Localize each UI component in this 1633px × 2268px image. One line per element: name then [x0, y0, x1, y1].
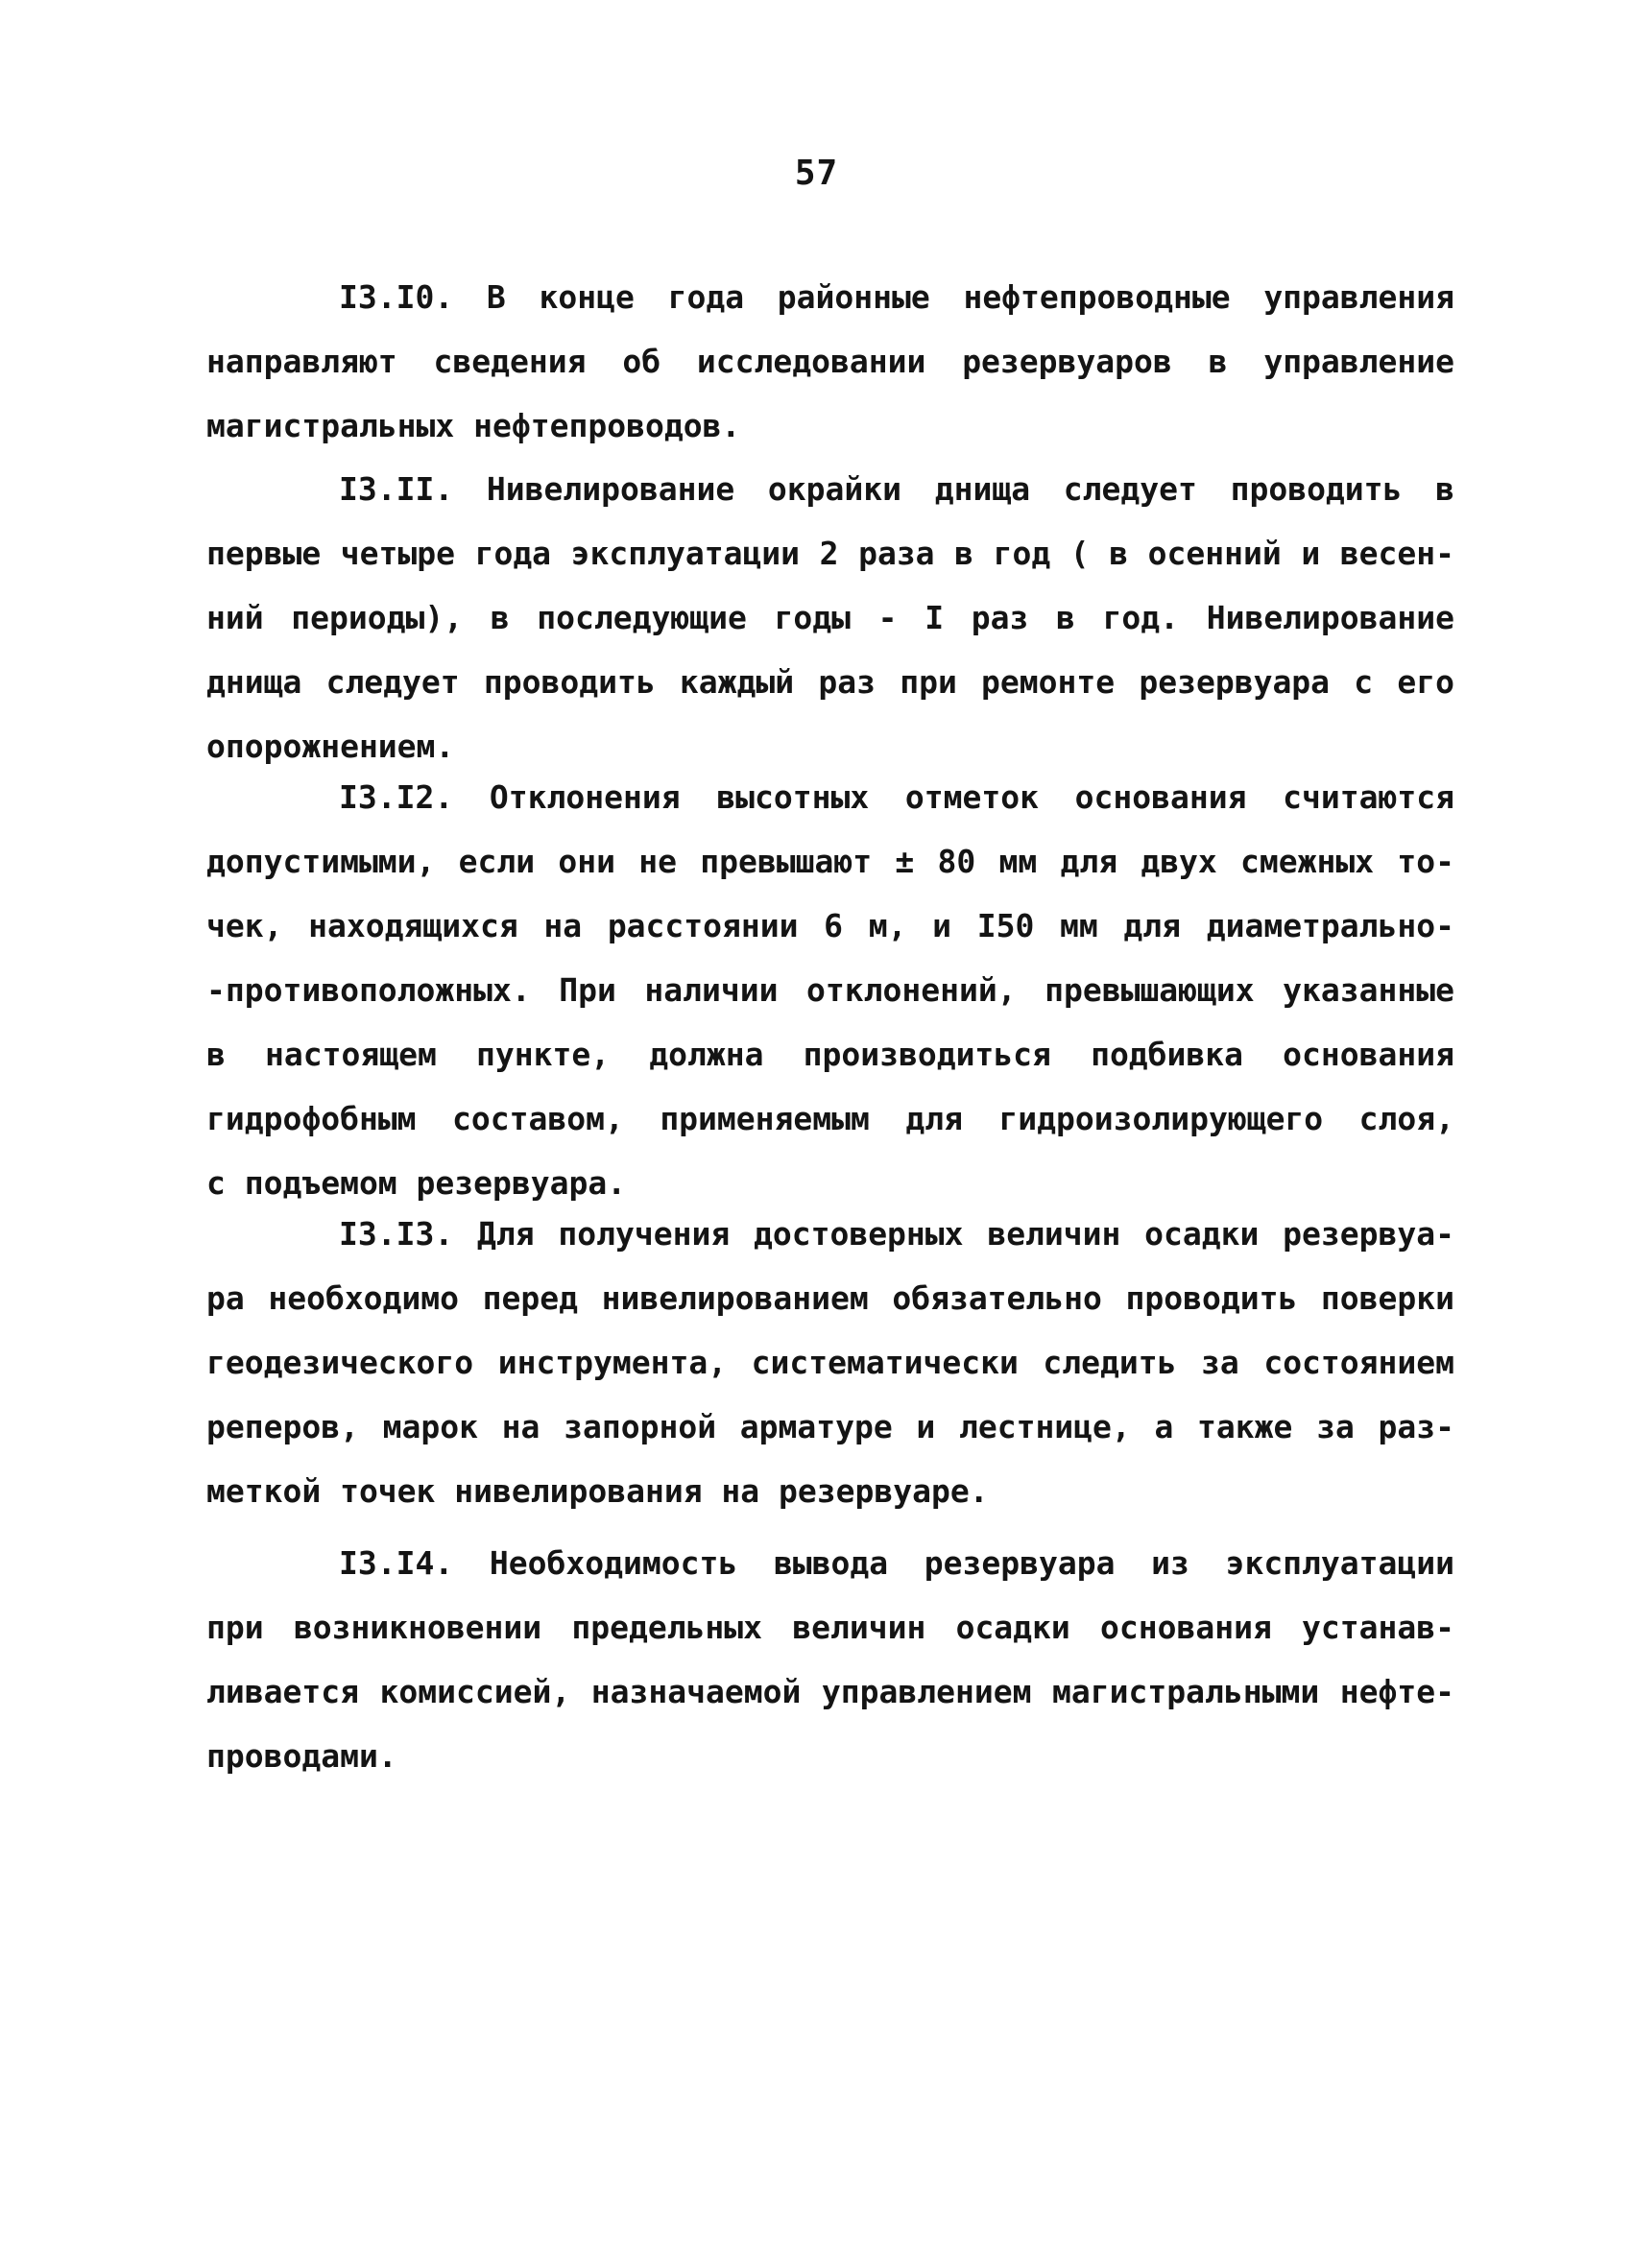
page-number: 57 — [794, 154, 839, 193]
text-line: I3.I4. Необходимость вывода резервуара из эксплуатации — [339, 1544, 1454, 1582]
text-line: в настоящем пункте, должна производиться подбивка основания — [206, 1036, 1454, 1073]
text-line: проводами. — [206, 1737, 397, 1775]
text-line: допустимыми, если они не превышают ± 80 мм для двух смежных то- — [206, 843, 1454, 880]
text-line: реперов, марок на запорной арматуре и лестнице, а также за раз- — [206, 1408, 1454, 1445]
text-line: опорожнением. — [206, 728, 455, 765]
text-line: I3.I2. Отклонения высотных отметок основания считаются — [339, 778, 1454, 816]
text-line: первые четыре года эксплуатации 2 раза в год ( в осенний и весен- — [206, 535, 1454, 572]
text-line: -противоположных. При наличии отклонений, превышающих указанные — [206, 971, 1454, 1009]
paragraph-13-12 — [206, 765, 1454, 1215]
text-line: магистральных нефтепроводов. — [206, 407, 741, 444]
text-line: направляют сведения об исследовании резервуаров в управление — [206, 343, 1454, 380]
text-line: ливается комиссией, назначаемой управлением магистральными нефте- — [206, 1673, 1454, 1710]
paragraph-13-14 — [206, 1531, 1454, 1788]
text-line: I3.I0. В конце года районные нефтепроводные управления — [339, 278, 1454, 316]
text-line: чек, находящихся на расстоянии 6 м, и I50 мм для диаметрально- — [206, 907, 1454, 944]
text-line: гидрофобным составом, применяемым для гидроизолирующего слоя, — [206, 1100, 1454, 1137]
text-line: ра необходимо перед нивелированием обязательно проводить поверки — [206, 1279, 1454, 1317]
text-line: I3.I3. Для получения достоверных величин осадки резервуа- — [339, 1215, 1454, 1253]
text-line: с подъемом резервуара. — [206, 1164, 627, 1202]
paragraph-13-10 — [206, 265, 1454, 458]
text-line: при возникновении предельных величин осадки основания устанав- — [206, 1609, 1454, 1646]
text-line: меткой точек нивелирования на резервуаре. — [206, 1472, 989, 1510]
text-line: геодезического инструмента, систематически следить за состоянием — [206, 1344, 1454, 1381]
text-line: днища следует проводить каждый раз при ремонте резервуара с его — [206, 663, 1454, 701]
text-line: I3.II. Нивелирование окрайки днища следует проводить в — [339, 470, 1454, 508]
paragraph-13-11 — [206, 457, 1454, 778]
paragraph-13-13 — [206, 1202, 1454, 1523]
text-line: ний периоды), в последующие годы - I раз в год. Нивелирование — [206, 599, 1454, 636]
